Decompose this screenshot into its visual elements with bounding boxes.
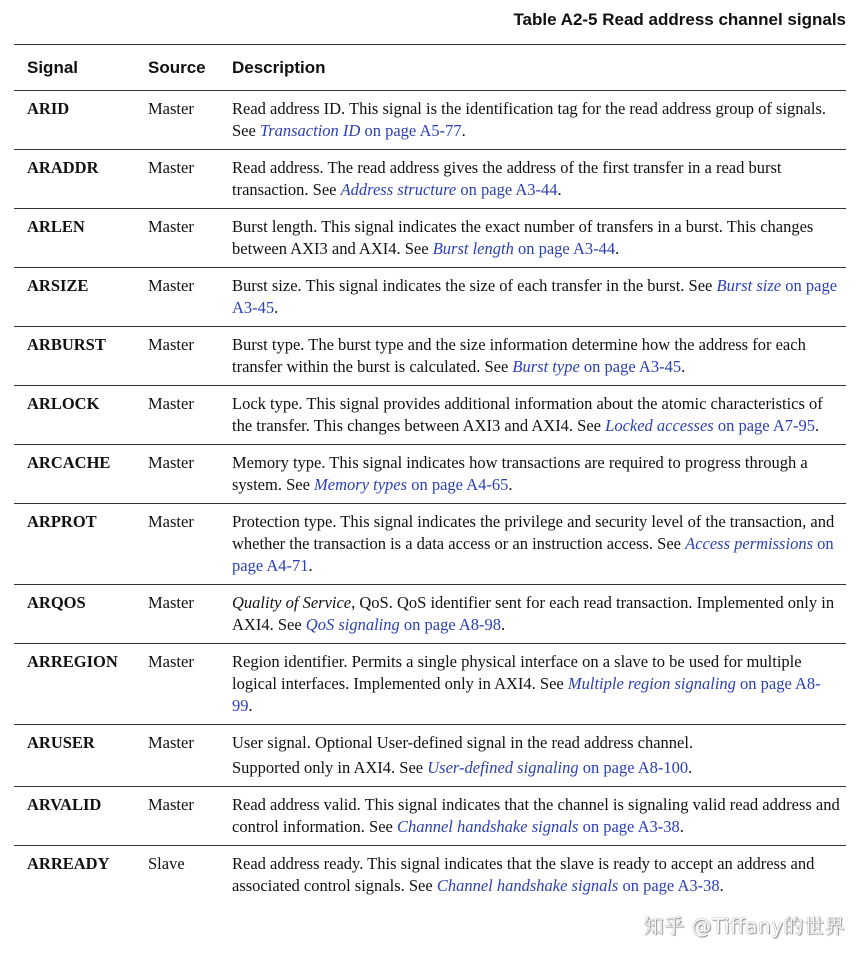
- description-text: , QoS. QoS identifier sent for each read transaction. Implemented only in AXI4. See: [232, 593, 835, 634]
- description-cell: [232, 644, 846, 725]
- cross-reference-title: Transaction ID: [259, 121, 361, 140]
- table-row: [14, 846, 846, 905]
- description-text: .: [501, 615, 506, 634]
- description-text: User signal. Optional User-defined signal in the read address channel.: [232, 733, 694, 752]
- cross-reference-page: on page A3-45: [579, 357, 682, 376]
- cross-reference-title: Access permissions: [685, 534, 813, 553]
- description-text: Protection type. This signal indicates the privilege and security level of the transaction, and whether the transaction is a data access or an instruction access. See: [232, 512, 835, 553]
- column-header-source: Source: [148, 45, 232, 91]
- description-text: Burst length. This signal indicates the exact number of transfers in a burst. This changes between AXI3 and AXI4. See: [232, 217, 814, 258]
- cross-reference-title: Channel handshake signals: [436, 876, 619, 895]
- cross-reference-title: Multiple region signaling: [567, 674, 736, 693]
- cross-reference-page: on page A8-98: [399, 615, 502, 634]
- cross-reference-link[interactable]: [512, 357, 681, 376]
- cross-reference-page: on page A3-44: [456, 180, 558, 199]
- signal-name-cell: ARPROT: [14, 504, 148, 585]
- cross-reference-title: QoS signaling: [305, 615, 400, 634]
- source-cell: Master: [148, 445, 232, 504]
- description-cell: [232, 585, 846, 644]
- description-cell: [232, 725, 846, 787]
- description-text: .: [719, 876, 724, 895]
- column-header-description: Description: [232, 45, 846, 91]
- table-row: [14, 725, 846, 787]
- watermark: 知乎 @Tiffany的世界: [643, 914, 845, 938]
- description-cell: [232, 787, 846, 846]
- cross-reference-page: on page A4-65: [407, 475, 509, 494]
- description-text: Supported only in AXI4. See: [232, 758, 428, 777]
- table-header-row: [14, 45, 846, 91]
- signal-name-cell: ARID: [14, 91, 148, 150]
- table-row: [14, 445, 846, 504]
- cross-reference-title: User-defined signaling: [427, 758, 579, 777]
- cross-reference-page: on page A8-100: [578, 758, 689, 777]
- source-cell: Master: [148, 91, 232, 150]
- description-text: Lock type. This signal provides additional information about the atomic characteristics of the transfer. This changes between AXI3 and AXI4. See: [232, 394, 823, 435]
- cross-reference-title: Burst type: [512, 357, 580, 376]
- signal-name-cell: ARREADY: [27, 854, 110, 873]
- description-text: .: [679, 817, 684, 836]
- cross-reference-link[interactable]: [260, 121, 462, 140]
- column-header-signal: Signal: [14, 45, 148, 91]
- cross-reference-page: on page A4-71: [232, 534, 834, 575]
- signal-name-cell: ARUSER: [14, 725, 148, 787]
- description-cell: [232, 504, 846, 585]
- description-text: Read address ready. This signal indicates that the slave is ready to accept an address and associated control signals. See: [232, 854, 815, 895]
- description-cell: [232, 150, 846, 209]
- description-text: .: [615, 239, 620, 258]
- description-text: Region identifier. Permits a single physical interface on a slave to be used for multiple logical interfaces. Implemented only in AXI4. See: [232, 652, 802, 693]
- description-text: Burst size. This signal indicates the size of each transfer in the burst. See: [232, 276, 717, 295]
- description-text: Memory type. This signal indicates how transactions are required to progress through a system. See: [232, 453, 808, 494]
- signal-name-cell: ARQOS: [14, 585, 148, 644]
- cross-reference-page: on page A3-44: [513, 239, 616, 258]
- description-text: .: [815, 416, 820, 435]
- description-cell: [232, 268, 846, 327]
- description-cell: [232, 386, 846, 445]
- cross-reference-page: on page A3-38: [618, 876, 720, 895]
- source-cell: Master: [148, 787, 232, 846]
- cross-reference-page: on page A3-38: [578, 817, 680, 836]
- signal-name-cell: ARBURST: [14, 327, 148, 386]
- table-row: [14, 150, 846, 209]
- signal-name-cell: ARCACHE: [14, 445, 148, 504]
- cross-reference-title: Channel handshake signals: [396, 817, 579, 836]
- description-text: .: [508, 475, 513, 494]
- source-cell: Master: [148, 644, 232, 725]
- description-text: .: [308, 556, 313, 575]
- description-text: .: [557, 180, 562, 199]
- table-title: Table A2-5 Read address channel signals: [513, 10, 846, 29]
- cross-reference-link[interactable]: [427, 758, 688, 777]
- description-text: .: [274, 298, 279, 317]
- cross-reference-title: Memory types: [314, 475, 408, 494]
- description-text: .: [461, 121, 466, 140]
- cross-reference-link[interactable]: [314, 475, 508, 494]
- table-row: [14, 209, 846, 268]
- table-row: [14, 504, 846, 585]
- table-row: [14, 91, 846, 150]
- cross-reference-title: Locked accesses: [605, 416, 714, 435]
- description-emphasis: Quality of Service: [232, 593, 352, 612]
- table-row: [14, 787, 846, 846]
- signal-name-cell: ARVALID: [14, 787, 148, 846]
- cross-reference-link[interactable]: [433, 239, 615, 258]
- source-cell: Slave: [148, 854, 185, 873]
- table-row: [14, 327, 846, 386]
- cross-reference-title: Address structure: [340, 180, 457, 199]
- cross-reference-link[interactable]: [397, 817, 680, 836]
- description-cell: [232, 209, 846, 268]
- cross-reference-page: on page A8-99: [232, 674, 821, 715]
- cross-reference-link[interactable]: [306, 615, 501, 634]
- table-row: [14, 386, 846, 445]
- cross-reference-title: Burst length: [432, 239, 514, 258]
- description-text: .: [681, 357, 686, 376]
- description-cell: [232, 91, 846, 150]
- signal-name-cell: ARLEN: [14, 209, 148, 268]
- table-row: [14, 644, 846, 725]
- cross-reference-page: on page A7-95: [713, 416, 816, 435]
- cross-reference-page: on page A5-77: [360, 121, 462, 140]
- signal-name-cell: ARLOCK: [14, 386, 148, 445]
- table-row: [14, 585, 846, 644]
- source-cell: Master: [148, 209, 232, 268]
- signal-name-cell: ARSIZE: [14, 268, 148, 327]
- table-body: [14, 91, 846, 905]
- source-cell: Master: [148, 504, 232, 585]
- description-text: Read address ID. This signal is the identification tag for the read address group of signals. See: [232, 99, 827, 140]
- cross-reference-page: on page A3-45: [232, 276, 838, 317]
- cross-reference-link[interactable]: [605, 416, 815, 435]
- description-cell: [232, 445, 846, 504]
- source-cell: Master: [148, 327, 232, 386]
- description-text: Read address. The read address gives the address of the first transfer in a read burst transaction. See: [232, 158, 782, 199]
- table-row: [14, 268, 846, 327]
- signal-table: [14, 44, 846, 904]
- cross-reference-link[interactable]: [437, 876, 720, 895]
- description-cell: [232, 327, 846, 386]
- description-text: .: [248, 696, 253, 715]
- source-cell: Master: [148, 725, 232, 787]
- cross-reference-link[interactable]: [341, 180, 558, 199]
- description-text: .: [688, 758, 693, 777]
- source-cell: Master: [148, 268, 232, 327]
- description-cell: [232, 846, 846, 905]
- description-text: Read address valid. This signal indicates that the channel is signaling valid read address and control information. See: [232, 795, 840, 836]
- signal-name-cell: ARADDR: [14, 150, 148, 209]
- source-cell: Master: [148, 386, 232, 445]
- source-cell: Master: [148, 150, 232, 209]
- signal-name-cell: ARREGION: [14, 644, 148, 725]
- cross-reference-title: Burst size: [716, 276, 782, 295]
- description-text: Burst type. The burst type and the size information determine how the address for each transfer within the burst is calculated. See: [232, 335, 806, 376]
- source-cell: Master: [148, 585, 232, 644]
